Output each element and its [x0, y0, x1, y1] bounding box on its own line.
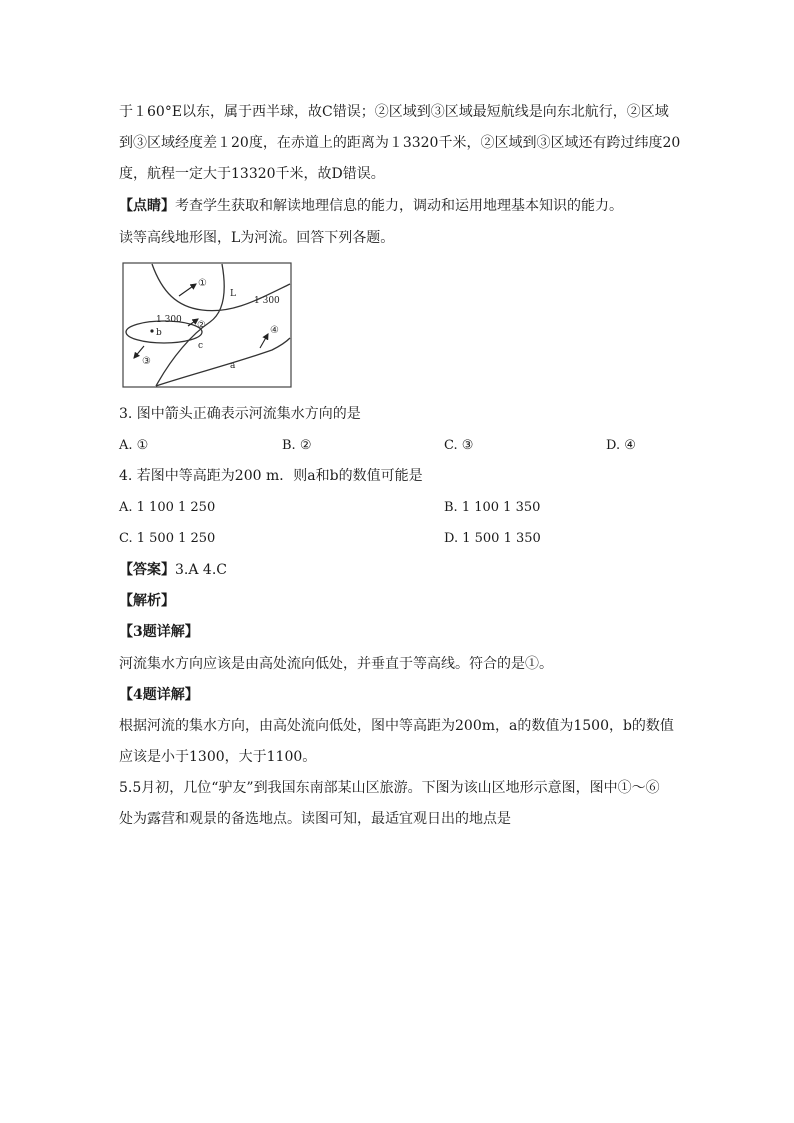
map-frame — [123, 263, 291, 387]
dianjing-tag: 【点睛】 — [119, 198, 175, 214]
q4-option-b: B. 1 100 1 350 — [444, 500, 541, 515]
label-1300-left: 1 300 — [156, 315, 182, 325]
q3-option-c: C. ③ — [444, 438, 474, 453]
q3-option-b: B. ② — [282, 438, 312, 453]
q5-line-1: 5.5月初，几位“驴友”到我国东南部某山区旅游。下图为该山区地形示意图，图中①～⑥ — [119, 780, 660, 796]
text-line-2: 到③区域经度差１20度，在赤道上的距离为１3320千米，②区域到③区域还有跨过纬度20 — [119, 135, 681, 151]
intro-line: 读等高线地形图，L为河流。回答下列各题。 — [119, 230, 395, 246]
answer-line — [119, 560, 689, 580]
arrow-1 — [179, 284, 196, 296]
q4-detail-line-2: 应该是小于1300，大于1100。 — [119, 749, 317, 765]
q4-option-c: C. 1 500 1 250 — [119, 531, 216, 546]
q4-detail-heading: 【4题详解】 — [119, 687, 199, 703]
label-circle-3: ③ — [142, 356, 151, 367]
contour-map — [122, 262, 292, 388]
jiexi-heading: 【解析】 — [119, 593, 175, 609]
q3-option-d: D. ④ — [606, 438, 636, 453]
label-c: c — [198, 341, 204, 351]
q4-detail-line-1: 根据河流的集水方向，由高处流向低处，图中等高距为200m，a的数值为1500，b的数值 — [119, 718, 674, 734]
label-circle-4: ④ — [270, 325, 279, 336]
q4-option-a: A. 1 100 1 250 — [119, 500, 216, 515]
answer-text: 3.A 4.C — [175, 562, 227, 578]
label-circle-2: ② — [197, 320, 206, 331]
q4-option-d: D. 1 500 1 350 — [444, 531, 541, 546]
contour-a — [156, 338, 290, 386]
q3-detail-text: 河流集水方向应该是由高处流向低处，并垂直于等高线。符合的是①。 — [119, 656, 553, 672]
text-line-1: 于１60°E以东，属于西半球，故C错误；②区域到③区域最短航线是向东北航行，②区域 — [119, 104, 669, 120]
q3-detail-heading: 【3题详解】 — [119, 624, 199, 640]
label-a: a — [230, 361, 236, 371]
arrow-4 — [260, 334, 268, 348]
q4-stem: 4. 若图中等高距为200 m．则a和b的数值可能是 — [119, 468, 423, 484]
label-circle-1: ① — [198, 278, 207, 289]
q3-stem: 3. 图中箭头正确表示河流集水方向的是 — [119, 406, 361, 422]
dianjing-text: 考查学生获取和解读地理信息的能力，调动和运用地理基本知识的能力。 — [175, 198, 623, 214]
label-L: L — [230, 289, 236, 299]
q3-option-a: A. ① — [119, 438, 149, 453]
dianjing-paragraph — [119, 196, 689, 216]
answer-tag: 【答案】 — [119, 562, 175, 578]
q5-line-2: 处为露营和观景的备选地点。读图可知，最适宜观日出的地点是 — [119, 811, 511, 827]
label-1300-right: 1 300 — [254, 296, 280, 306]
label-b: b — [156, 328, 162, 338]
point-b — [150, 329, 153, 332]
text-line-3: 度，航程一定大于13320千米，故D错误。 — [119, 166, 385, 182]
contour-map-figure — [122, 262, 292, 388]
